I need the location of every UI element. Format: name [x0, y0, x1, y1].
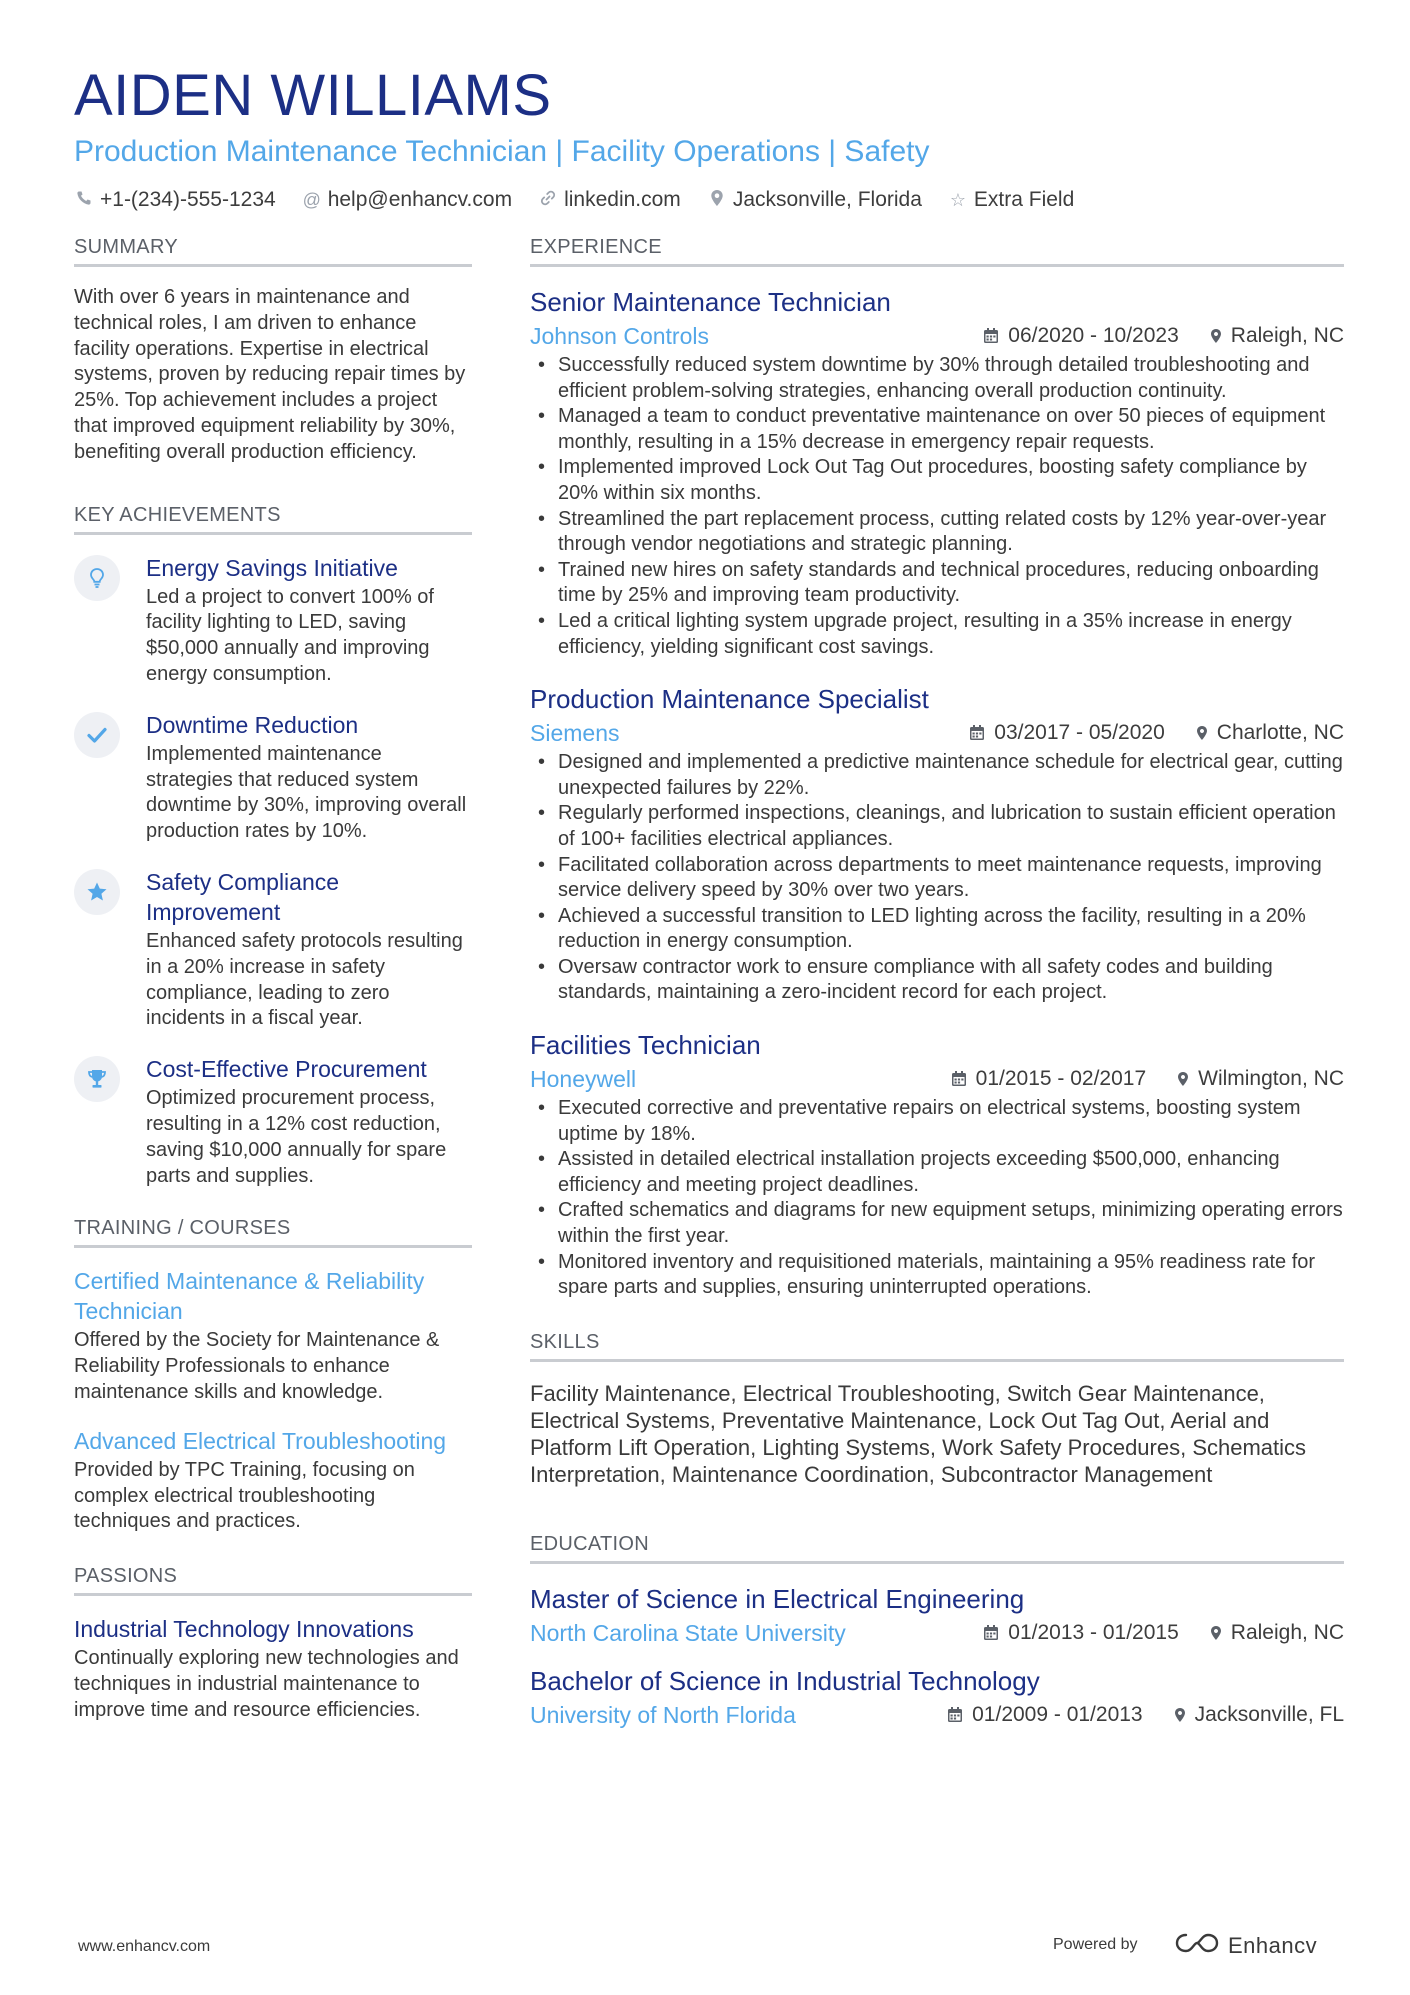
infinity-logo-icon [1174, 1930, 1220, 1961]
contact-phone-text: +1-(234)-555-1234 [100, 188, 276, 211]
achievement-text: Led a project to convert 100% of facility lighting to LED, saving $50,000 annually and improving energy consumption. [146, 585, 434, 685]
job-title: Production Maintenance Specialist [530, 684, 929, 715]
job-entry [530, 1028, 1344, 1301]
job-bullet: • Managed a team to conduct preventative maintenance on over 50 pieces of equipment monthly, resulting in a 15% decrease in emergency repair requests. [530, 404, 1344, 455]
summary-heading: SUMMARY [74, 236, 472, 267]
education-location [1173, 1703, 1344, 1727]
calendar-icon [946, 1706, 964, 1724]
job-location-text: Raleigh, NC [1230, 324, 1344, 347]
footer-brand-name: Enhancv [1228, 1932, 1318, 1958]
job-dates-location [968, 721, 1344, 745]
job-location [1195, 721, 1344, 745]
experience-heading: EXPERIENCE [530, 236, 1344, 267]
calendar-icon [968, 724, 986, 742]
job-bullet: • Facilitated collaboration across departments to meet maintenance requests, improving service delivery speed by 30% over two years. [530, 853, 1344, 904]
phone-icon [74, 190, 94, 211]
location-pin-icon [1176, 1070, 1190, 1088]
achievement-text: Enhanced safety protocols resulting in a 20% increase in safety compliance, leading to zero incidents in a fiscal year. [146, 929, 463, 1030]
location-pin-icon [1195, 724, 1209, 742]
job-bullet: • Streamlined the part replacement process, cutting related costs by 12% year-over-year through vendor negotiations and strategic planning. [530, 507, 1344, 558]
job-meta [530, 718, 1344, 748]
education-entry [530, 1582, 1344, 1648]
location-pin-icon [1173, 1706, 1187, 1724]
left-column [74, 236, 472, 1724]
skills-section [530, 1331, 1344, 1489]
job-title: Senior Maintenance Technician [530, 287, 891, 317]
job-bullets [530, 750, 1344, 1006]
achievements-heading: KEY ACHIEVEMENTS [74, 504, 472, 535]
achievement-item [74, 710, 472, 845]
contact-location [707, 188, 922, 212]
job-bullet: • Led a critical lighting system upgrade project, resulting in a 35% increase in energy efficiency, yielding significant cost savings. [530, 609, 1344, 660]
candidate-headline: Production Maintenance Technician | Facility Operations | Safety [74, 135, 930, 168]
job-bullet: • Trained new hires on safety standards and technical procedures, reducing onboarding time by 25% and improving team productivity. [530, 558, 1344, 609]
job-location-text: Wilmington, NC [1198, 1067, 1344, 1091]
contact-email-text: help@enhancv.com [327, 188, 513, 211]
right-column [530, 236, 1344, 1746]
achievement-title: Energy Savings Initiative [146, 554, 398, 581]
job-dates: 06/2020 - 10/2023 [1008, 324, 1179, 347]
education-meta [530, 1618, 1344, 1648]
location-pin-icon [707, 189, 727, 212]
job-dates: 01/2015 - 02/2017 [975, 1067, 1147, 1091]
school-name: University of North Florida [530, 1701, 796, 1728]
contact-location-text: Jacksonville, Florida [732, 188, 922, 211]
achievement-item [74, 1054, 472, 1189]
job-meta [530, 1064, 1344, 1094]
passion-item [74, 1614, 472, 1723]
summary-section [74, 236, 472, 466]
skills-text: Facility Maintenance, Electrical Troubleshooting, Switch Gear Maintenance, Electrical Systems, Preventative Maintenance, Lock Out Tag Out, Aerial and Platform Lift Operation, Lighting Systems, Work Safety Procedures, Schematics Interpretation, Maintenance Coordination, Subcontractor Management [530, 1380, 1307, 1488]
job-location [1176, 1067, 1344, 1091]
job-dates-location [950, 1067, 1344, 1091]
achievement-title: Downtime Reduction [146, 711, 359, 738]
achievement-title: Cost-Effective Procurement [146, 1056, 427, 1083]
job-bullet: • Achieved a successful transition to LED lighting across the facility, resulting in a 20% reduction in energy consumption. [530, 904, 1344, 955]
job-bullets [530, 353, 1344, 660]
education-dates: 01/2013 - 01/2015 [1008, 1620, 1179, 1644]
calendar-icon [982, 1624, 1000, 1642]
job-entry [530, 285, 1344, 660]
training-heading: TRAINING / COURSES [74, 1217, 472, 1248]
job-company: Johnson Controls [530, 323, 709, 349]
education-entry [530, 1664, 1344, 1730]
star-icon [74, 869, 120, 915]
link-icon [538, 189, 558, 212]
job-bullet: • Monitored inventory and requisitioned materials, maintaining a 95% readiness rate for spare parts and supplies, ensuring uninterrupted operations. [530, 1250, 1344, 1301]
passions-heading: PASSIONS [74, 1565, 472, 1596]
contact-extra-text: Extra Field [973, 188, 1075, 211]
education-location [1209, 1621, 1344, 1645]
job-bullet: • Assisted in detailed electrical installation projects exceeding $500,000, enhancing efficiency and meeting project deadlines. [530, 1147, 1344, 1198]
job-bullets [530, 1096, 1344, 1301]
job-bullet: • Regularly performed inspections, cleanings, and lubrication to sustain efficient operation of 100+ facilities electrical appliances. [530, 801, 1344, 852]
checkmark-icon [74, 712, 120, 758]
job-title: Facilities Technician [530, 1030, 761, 1061]
candidate-name: AIDEN WILLIAMS [74, 63, 552, 128]
contact-extra [948, 188, 1074, 212]
job-bullet: • Implemented improved Lock Out Tag Out procedures, boosting safety compliance by 20% within six months. [530, 455, 1344, 506]
job-location-text: Charlotte, NC [1216, 721, 1344, 745]
contact-linkedin-text: linkedin.com [564, 188, 681, 211]
contact-phone[interactable] [74, 188, 276, 212]
degree-title: Bachelor of Science in Industrial Technology [530, 1665, 1040, 1696]
education-meta [530, 1700, 1344, 1730]
job-location [1209, 324, 1344, 348]
school-name: North Carolina State University [530, 1619, 846, 1646]
contact-bar [74, 188, 1344, 212]
trophy-icon [74, 1056, 120, 1102]
job-dates-location [982, 324, 1344, 348]
experience-section [530, 236, 1344, 1301]
achievement-text: Optimized procurement process, resulting in a 12% cost reduction, saving $10,000 annually for spare parts and supplies. [146, 1087, 447, 1187]
achievements-section [74, 504, 472, 1190]
course-item [74, 1426, 472, 1535]
page-footer [0, 1928, 1410, 1968]
job-dates: 03/2017 - 05/2020 [994, 721, 1165, 745]
achievement-text: Implemented maintenance strategies that reduced system downtime by 30%, improving overall production rates by 10%. [146, 742, 467, 843]
education-location-text: Jacksonville, FL [1194, 1702, 1344, 1726]
location-pin-icon [1209, 327, 1223, 345]
job-entry [530, 682, 1344, 1006]
course-title: Certified Maintenance & Reliability Technician [74, 1268, 425, 1325]
course-title: Advanced Electrical Troubleshooting [74, 1427, 447, 1454]
achievement-item [74, 867, 472, 1032]
footer-brand-logo[interactable] [1174, 1930, 1317, 1961]
education-dates-location [946, 1703, 1344, 1727]
job-company: Siemens [530, 720, 620, 747]
degree-title: Master of Science in Electrical Engineering [530, 1583, 1025, 1614]
location-pin-icon [1209, 1624, 1223, 1642]
summary-text: With over 6 years in maintenance and technical roles, I am driven to enhance facility operations. Expertise in electrical systems, proven by reducing repair times by 25%. Top achievement includes a project that improved equipment reliability by 30%, benefiting overall production efficiency. [74, 286, 466, 463]
at-icon: @ [302, 189, 321, 210]
job-bullet: • Designed and implemented a predictive maintenance schedule for electrical gear, cutting unexpected failures by 22%. [530, 750, 1344, 801]
education-heading: EDUCATION [530, 1533, 1344, 1564]
contact-linkedin[interactable] [538, 188, 681, 212]
calendar-icon [982, 327, 1000, 345]
footer-url[interactable]: www.enhancv.com [78, 1938, 211, 1955]
star-icon: ☆ [949, 189, 966, 210]
footer-powered-by: Powered by [1053, 1936, 1138, 1953]
resume-header [74, 62, 1344, 212]
achievement-title: Safety Compliance Improvement [146, 868, 340, 925]
passion-title: Industrial Technology Innovations [74, 1616, 414, 1643]
education-section [530, 1533, 1344, 1730]
lightbulb-icon [74, 555, 120, 601]
contact-email[interactable] [302, 188, 512, 212]
job-meta [530, 321, 1344, 351]
education-dates: 01/2009 - 01/2013 [972, 1702, 1143, 1726]
training-section [74, 1217, 472, 1535]
job-bullet: • Executed corrective and preventative repairs on electrical systems, boosting system uptime by 18%. [530, 1096, 1344, 1147]
job-bullet: • Successfully reduced system downtime by 30% through detailed troubleshooting and efficient problem-solving strategies, enhancing overall production continuity. [530, 353, 1344, 404]
course-text: Offered by the Society for Maintenance & Reliability Professionals to enhance maintenance skills and knowledge. [74, 1329, 440, 1403]
passion-text: Continually exploring new technologies and techniques in industrial maintenance to improve time and resource efficiencies. [74, 1647, 459, 1721]
job-bullet: • Oversaw contractor work to ensure compliance with all safety codes and building standards, maintaining a zero-incident record for each project. [530, 955, 1344, 1006]
achievement-item [74, 553, 472, 688]
course-text: Provided by TPC Training, focusing on complex electrical troubleshooting techniques and practices. [74, 1458, 415, 1533]
education-dates-location [982, 1621, 1344, 1645]
course-item [74, 1266, 472, 1405]
passions-section [74, 1565, 472, 1723]
calendar-icon [950, 1070, 968, 1088]
job-company: Honeywell [530, 1066, 637, 1093]
job-bullet: • Crafted schematics and diagrams for new equipment setups, minimizing operating errors within the first year. [530, 1198, 1344, 1249]
education-location-text: Raleigh, NC [1230, 1620, 1344, 1644]
skills-heading: SKILLS [530, 1331, 1344, 1362]
